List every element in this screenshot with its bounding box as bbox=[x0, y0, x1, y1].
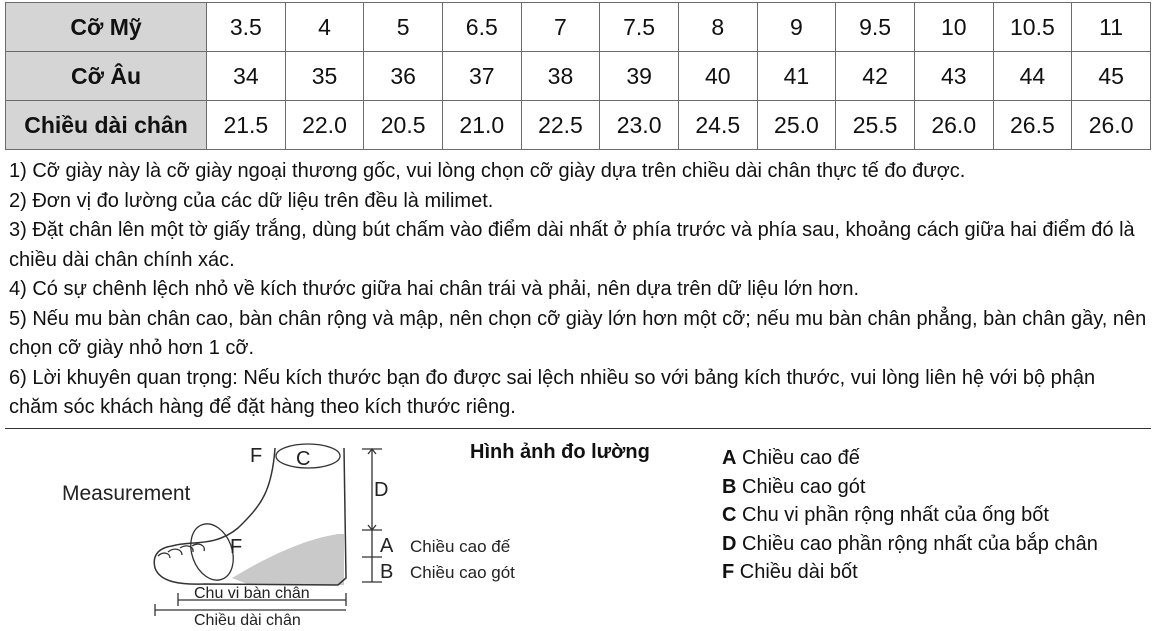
note-item: 1) Cỡ giày này là cỡ giày ngoại thương gốc, vui lòng chọn cỡ giày dựa trên chiều dài chân thực tế đo được. bbox=[9, 160, 966, 182]
size-cell: 21.0 bbox=[442, 101, 521, 150]
size-cell: 36 bbox=[364, 52, 443, 101]
label-foot-length: Chiều dài chân bbox=[194, 612, 301, 629]
legend-text: Chiều cao phần rộng nhất của bắp chân bbox=[742, 532, 1098, 555]
size-cell: 4 bbox=[285, 3, 364, 52]
size-cell: 42 bbox=[836, 52, 915, 101]
label-foot-circumference: Chu vi bàn chân bbox=[194, 585, 310, 602]
size-cell: 26.0 bbox=[914, 101, 993, 150]
size-cell: 7.5 bbox=[600, 3, 679, 52]
note-item: 5) Nếu mu bàn chân cao, bàn chân rộng và mập, nên chọn cỡ giày lớn hơn một cỡ; nếu mu bàn chân phẳng, bàn chân gầy, nên chọn cỡ giày nhỏ hơn 1 cỡ. bbox=[9, 307, 1147, 359]
legend-text: Chiều cao đế bbox=[742, 447, 860, 469]
note-item: 6) Lời khuyên quan trọng: Nếu kích thước bạn đo được sai lệch nhiều so với bảng kích thước, vui lòng liên hệ với bộ phận chăm sóc khách hàng để đặt hàng theo kích thước riêng. bbox=[9, 366, 1096, 418]
size-cell: 7 bbox=[521, 3, 600, 52]
size-cell: 8 bbox=[678, 3, 757, 52]
figure-title: Hình ảnh đo lường bbox=[470, 441, 650, 463]
toe-line bbox=[158, 553, 170, 558]
size-cell: 25.5 bbox=[836, 101, 915, 150]
size-cell: 3.5 bbox=[207, 3, 286, 52]
size-cell: 23.0 bbox=[600, 101, 679, 150]
letter-b: B bbox=[380, 561, 394, 583]
size-cell: 41 bbox=[757, 52, 836, 101]
size-cell: 35 bbox=[285, 52, 364, 101]
label-sole-height: Chiều cao đế bbox=[410, 537, 511, 556]
legend-item bbox=[722, 558, 1098, 587]
legend-text: Chiều cao gót bbox=[742, 475, 866, 498]
size-cell: 5 bbox=[364, 3, 443, 52]
size-cell: 25.0 bbox=[757, 101, 836, 150]
letter-d: D bbox=[374, 479, 389, 501]
size-cell: 39 bbox=[600, 52, 679, 101]
legend-key: A bbox=[722, 447, 737, 469]
size-cell: 10 bbox=[914, 3, 993, 52]
legend-key: F bbox=[722, 561, 735, 583]
size-cell: 38 bbox=[521, 52, 600, 101]
size-row-header: Cỡ Mỹ bbox=[6, 3, 207, 52]
legend-key: B bbox=[722, 475, 737, 498]
size-cell: 24.5 bbox=[678, 101, 757, 150]
size-cell: 21.5 bbox=[207, 101, 286, 150]
label-heel-height: Chiều cao gót bbox=[410, 563, 515, 582]
size-cell: 26.0 bbox=[1072, 101, 1151, 150]
legend-item bbox=[722, 530, 1098, 559]
toe-line bbox=[192, 544, 204, 551]
legend-item bbox=[722, 501, 1098, 530]
size-row bbox=[6, 3, 1151, 52]
size-notes-list bbox=[9, 157, 1149, 423]
sole-shading bbox=[232, 534, 344, 585]
size-cell: 10.5 bbox=[993, 3, 1072, 52]
legend-key: D bbox=[722, 532, 737, 555]
size-cell: 9.5 bbox=[836, 3, 915, 52]
legend-key: C bbox=[722, 504, 737, 526]
note-item: 4) Có sự chênh lệch nhỏ về kích thước giữa hai chân trái và phải, nên dựa trên dữ liệu lớn hơn. bbox=[9, 278, 860, 300]
size-cell: 37 bbox=[442, 52, 521, 101]
letter-f-foot: F bbox=[230, 536, 243, 558]
note-item: 2) Đơn vị đo lường của các dữ liệu trên đều là milimet. bbox=[9, 189, 494, 212]
size-cell: 11 bbox=[1072, 3, 1151, 52]
size-cell: 40 bbox=[678, 52, 757, 101]
size-row bbox=[6, 101, 1151, 150]
legend-item bbox=[722, 473, 1098, 502]
size-cell: 22.0 bbox=[285, 101, 364, 150]
legend-text: Chu vi phần rộng nhất của ống bốt bbox=[742, 504, 1049, 526]
letter-c: C bbox=[296, 448, 311, 470]
size-chart-table bbox=[5, 2, 1151, 150]
measurement-legend bbox=[722, 444, 1098, 587]
size-cell: 9 bbox=[757, 3, 836, 52]
size-cell: 6.5 bbox=[442, 3, 521, 52]
size-cell: 45 bbox=[1072, 52, 1151, 101]
size-row-header: Chiều dài chân bbox=[6, 101, 207, 150]
letter-f-top: F bbox=[250, 445, 263, 467]
size-cell: 22.5 bbox=[521, 101, 600, 150]
legend-item bbox=[722, 444, 1098, 473]
legend-text: Chiều dài bốt bbox=[739, 561, 858, 583]
toe-line bbox=[168, 549, 182, 555]
measurement-label: Measurement bbox=[62, 482, 191, 505]
section-divider bbox=[5, 428, 1151, 429]
size-row bbox=[6, 52, 1151, 101]
letter-a: A bbox=[380, 535, 394, 557]
size-cell: 43 bbox=[914, 52, 993, 101]
size-cell: 20.5 bbox=[364, 101, 443, 150]
note-item: 3) Đặt chân lên một tờ giấy trắng, dùng bút chấm vào điểm dài nhất ở phía trước và phía sau, khoảng cách giữa hai điểm đó là chiều dài chân chính xác. bbox=[9, 219, 1135, 271]
size-cell: 26.5 bbox=[993, 101, 1072, 150]
size-cell: 34 bbox=[207, 52, 286, 101]
size-row-header: Cỡ Âu bbox=[6, 52, 207, 101]
size-cell: 44 bbox=[993, 52, 1072, 101]
